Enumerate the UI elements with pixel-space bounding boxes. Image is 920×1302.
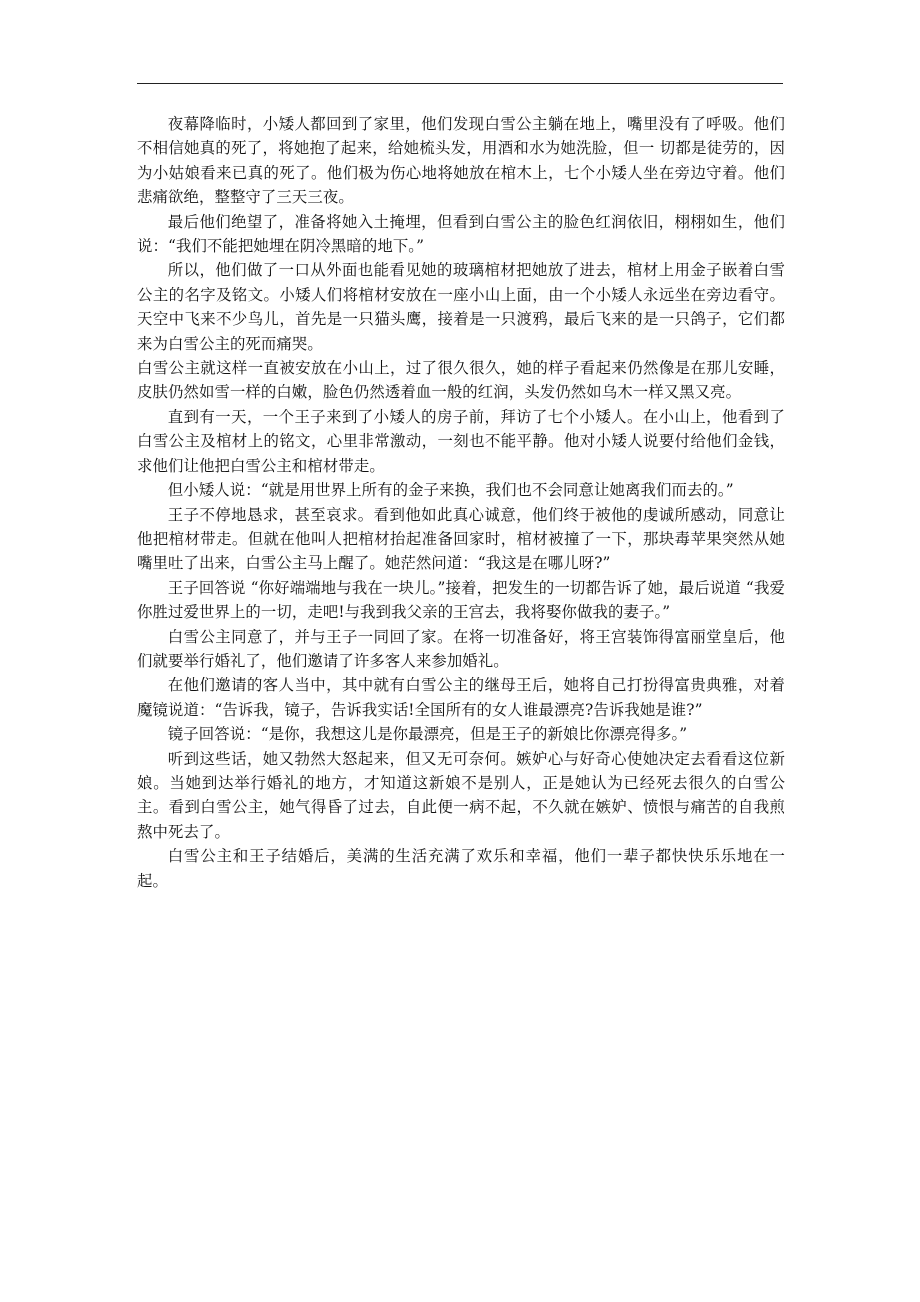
- paragraph-7: 王子不停地恳求，甚至哀求。看到他如此真心诚意，他们终于被他的虔诚所感动，同意让他把棺材带走。但就在他叫人把棺材抬起准备回家时，棺材被撞了一下，那块毒苹果突然从她嘴里吐了出来，白雪公主马上醒了。她茫然问道：“我这是在哪儿呀?”: [137, 505, 785, 573]
- paragraph-1: 夜幕降临时，小矮人都回到了家里，他们发现白雪公主躺在地上，嘴里没有了呼吸。他们不相信她真的死了，将她抱了起来，给她梳头发，用酒和水为她洗脸，但一 切都是徒劳的，因为小姑娘看来已真的死了。他们极为伤心地将她放在棺木上，七个小矮人坐在旁边守着。他们悲痛欲绝，整整守了三天三夜。: [137, 115, 785, 207]
- paragraph-10: 在他们邀请的客人当中，其中就有白雪公主的继母王后，她将自己打扮得富贵典雅，对着魔镜说道：“告诉我，镜子，告诉我实话!全国所有的女人谁最漂亮?告诉我她是谁?”: [137, 676, 785, 719]
- paragraph-12: 听到这些话，她又勃然大怒起来，但又无可奈何。嫉妒心与好奇心使她决定去看看这位新娘。当她到达举行婚礼的地方，才知道这新娘不是别人，正是她认为已经死去很久的白雪公主。看到白雪公主，她气得昏了过去，自此便一病不起，不久就在嫉妒、愤恨与痛苦的自我煎熬中死去了。: [137, 749, 785, 841]
- paragraph-3: 所以，他们做了一口从外面也能看见她的玻璃棺材把她放了进去，棺材上用金子嵌着白雪公主的名字及铭文。小矮人们将棺材安放在一座小山上面，由一个小矮人永远坐在旁边看守。天空中飞来不少鸟儿，首先是一只猫头鹰，接着是一只渡鸦，最后飞来的是一只鸽子，它们都来为白雪公主的死而痛哭。: [137, 261, 785, 353]
- paragraph-5: 直到有一天，一个王子来到了小矮人的房子前，拜访了七个小矮人。在小山上，他看到了白雪公主及棺材上的铭文，心里非常激动，一刻也不能平静。他对小矮人说要付给他们金钱，求他们让他把白雪公主和棺材带走。: [137, 407, 785, 475]
- paragraph-11: 镜子回答说：“是你，我想这儿是你最漂亮，但是王子的新娘比你漂亮得多。”: [167, 725, 688, 744]
- paragraph-13: 白雪公主和王子结婚后，美满的生活充满了欢乐和幸福，他们一辈子都快快乐乐地在一起。: [137, 847, 785, 890]
- story-body: [137, 112, 785, 893]
- header-rule: [137, 83, 783, 84]
- paragraph-9: 白雪公主同意了，并与王子一同回了家。在将一切准备好，将王宫装饰得富丽堂皇后，他们就要举行婚礼了，他们邀请了许多客人来参加婚礼。: [137, 627, 785, 670]
- paragraph-2: 最后他们绝望了，准备将她入土掩埋，但看到白雪公主的脸色红润依旧，栩栩如生，他们说：“我们不能把她埋在阴冷黑暗的地下。”: [137, 212, 785, 256]
- paragraph-6: 但小矮人说：“就是用世界上所有的金子来换，我们也不会同意让她离我们而去的。”: [167, 481, 734, 500]
- paragraph-4: 白雪公主就这样一直被安放在小山上，过了很久很久，她的样子看起来仍然像是在那儿安睡，皮肤仍然如雪一样的白嫩，脸色仍然透着血一般的红润，头发仍然如乌木一样又黑又亮。: [137, 359, 785, 402]
- paragraph-8: 王子回答说 “你好端端地与我在一块儿。”接着，把发生的一切都告诉了她，最后说道 “我爱你胜过爱世界上的一切，走吧!与我到我父亲的王宫去，我将娶你做我的妻子。”: [137, 578, 785, 622]
